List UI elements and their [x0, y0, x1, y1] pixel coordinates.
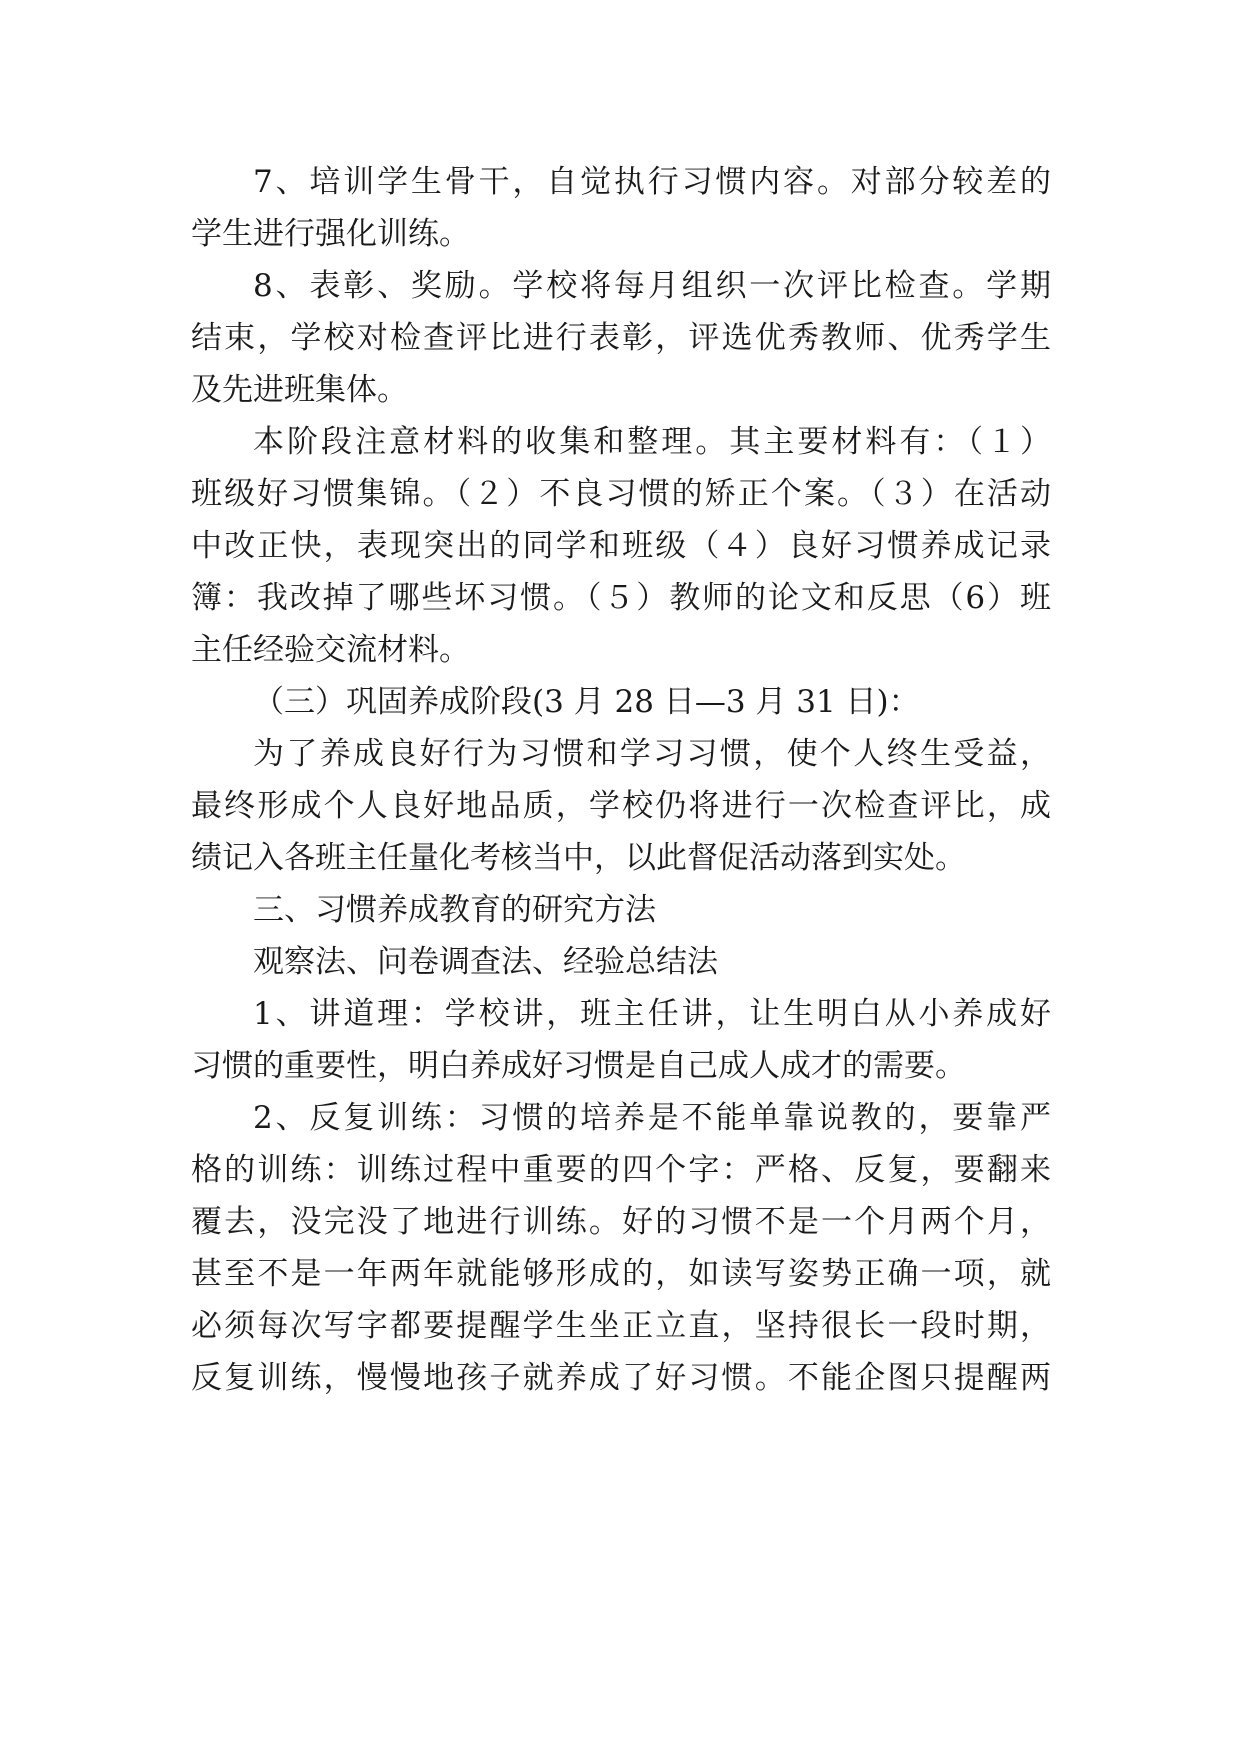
- text-line: 2、反复训练：习惯的培养是不能单靠说教的，要靠严: [253, 1100, 1051, 1136]
- text-line: 为了养成良好行为习惯和学习习惯，使个人终生受益，: [253, 736, 1051, 772]
- text-line: 结束，学校对检查评比进行表彰，评选优秀教师、优秀学生: [191, 320, 1051, 356]
- text-line: 班级好习惯集锦。（２）不良习惯的矫正个案。（３）在活动: [191, 476, 1051, 512]
- text-line: 及先进班集体。: [191, 372, 408, 408]
- text-line: 覆去，没完没了地进行训练。好的习惯不是一个月两个月，: [191, 1204, 1051, 1240]
- text-line: 必须每次写字都要提醒学生坐正立直，坚持很长一段时期，: [191, 1308, 1051, 1344]
- text-line: 反复训练，慢慢地孩子就养成了好习惯。不能企图只提醒两: [191, 1360, 1051, 1396]
- text-line: 7、培训学生骨干，自觉执行习惯内容。对部分较差的: [253, 164, 1051, 200]
- text-line: 甚至不是一年两年就能够形成的，如读写姿势正确一项，就: [191, 1256, 1051, 1292]
- text-line: 簿：我改掉了哪些坏习惯。（５）教师的论文和反思（6）班: [191, 580, 1051, 616]
- text-line: 绩记入各班主任量化考核当中，以此督促活动落到实处。: [191, 840, 966, 876]
- text-line: 主任经验交流材料。: [191, 632, 470, 668]
- text-line: 最终形成个人良好地品质，学校仍将进行一次检查评比，成: [191, 788, 1051, 824]
- section-heading: 三、习惯养成教育的研究方法: [253, 892, 656, 928]
- text-line: 1、讲道理：学校讲，班主任讲，让生明白从小养成好: [253, 996, 1051, 1032]
- section-heading: （三）巩固养成阶段(3 月 28 日—3 月 31 日)：: [253, 684, 920, 720]
- text-line: 中改正快，表现突出的同学和班级（４）良好习惯养成记录: [191, 528, 1051, 564]
- text-line: 习惯的重要性，明白养成好习惯是自己成人成才的需要。: [191, 1048, 966, 1084]
- text-line: 学生进行强化训练。: [191, 216, 470, 252]
- text-line: 本阶段注意材料的收集和整理。其主要材料有：（１）: [253, 424, 1051, 460]
- text-line: 观察法、问卷调查法、经验总结法: [253, 944, 718, 980]
- text-line: 8、表彰、奖励。学校将每月组织一次评比检查。学期: [253, 268, 1051, 304]
- text-line: 格的训练：训练过程中重要的四个字：严格、反复，要翻来: [191, 1152, 1051, 1188]
